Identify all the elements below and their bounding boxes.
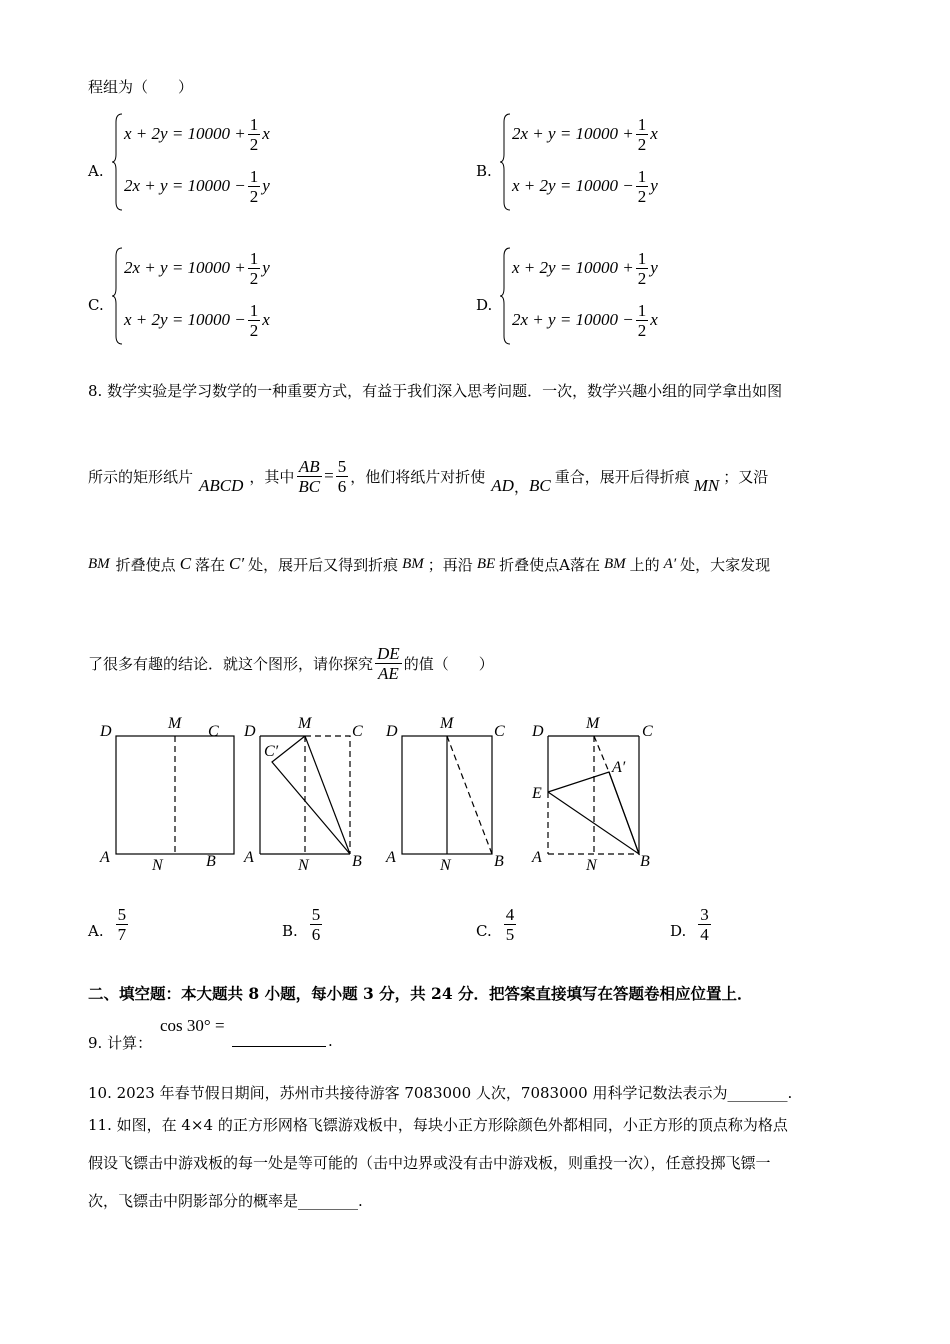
q11-line1: 11. 如图，在 4×4 的正方形网格飞镖游戏板中，每块小正方形除颜色外都相同，小正方形的顶点称为格点 <box>88 1116 788 1134</box>
svg-text:C: C <box>494 723 505 740</box>
q8-option-b: B. $\frac{5}{6}$ <box>282 905 321 944</box>
svg-text:M: M <box>440 715 454 732</box>
figure-4 <box>531 715 653 874</box>
q7-option-c-system <box>112 246 352 346</box>
svg-text:C: C <box>642 723 653 740</box>
label-c-prime: C′ <box>264 743 279 760</box>
svg-text:M: M <box>586 715 600 732</box>
svg-text:N: N <box>586 857 597 874</box>
q7-option-a-eq1: x + 2y = 10000 + $\frac{1}{2}$ x <box>124 114 270 154</box>
section-2-title: 二、填空题：本大题共 8 小题，每小题 3 分，共 24 分．把答案直接填写在答题卷相应位置上． <box>88 984 753 1003</box>
svg-text:C: C <box>352 723 363 740</box>
q8-option-c: C. $\frac{4}{5}$ <box>476 905 515 944</box>
label-m: M <box>168 715 182 732</box>
svg-text:M: M <box>298 715 312 732</box>
svg-text:D: D <box>386 723 398 740</box>
label-c: C <box>208 723 219 740</box>
q11-line3: 次，飞镖击中阴影部分的概率是________. <box>88 1192 363 1210</box>
q7-option-a-eq2: 2x + y = 10000 − $\frac{1}{2}$ y <box>124 166 270 206</box>
svg-text:B: B <box>494 853 504 870</box>
figure-3 <box>385 715 505 874</box>
q8-line4: 了很多有趣的结论．就这个图形，请你探究 $\frac{DE}{AE}$ 的值（ ） <box>88 643 494 683</box>
q7-option-d-label: D. <box>476 296 493 314</box>
q7-option-c-label: C. <box>88 296 104 314</box>
q7-option-a-label: A. <box>88 162 104 180</box>
q7-option-a-system <box>112 112 352 212</box>
svg-text:N: N <box>440 857 451 874</box>
label-n: N <box>152 857 163 874</box>
svg-text:D: D <box>532 723 544 740</box>
q7-option-b-label: B. <box>476 162 492 180</box>
q8-line2: 所示的矩形纸片 ABCD ，其中 $\frac{AB}{BC}$ = $\frac{5}{6}$ ，他们将纸片对折使 AD ， BC 重合，展开后得折痕 MN ；又沿 <box>88 456 769 496</box>
q7-option-d-eq2: 2x + y = 10000 − $\frac{1}{2}$ x <box>512 300 658 340</box>
q11-line2: 假设飞镖击中游戏板的每一处是等可能的（击中边界或没有击中游戏板，则重投一次），任意投掷飞镖一 <box>88 1154 771 1172</box>
q9-answer-blank[interactable] <box>232 1030 326 1047</box>
label-a: A <box>100 849 110 866</box>
folded-triangle <box>272 736 350 854</box>
figure-2 <box>243 715 363 874</box>
svg-text:A: A <box>244 849 254 866</box>
q7-option-c-eq2: x + 2y = 10000 − $\frac{1}{2}$ x <box>124 300 270 340</box>
q10: 10. 2023 年春节假日期间，苏州市共接待游客 7083000 人次，7083000 用科学记数法表示为________. <box>88 1084 793 1102</box>
svg-text:B: B <box>352 853 362 870</box>
q7-option-b-eq2: x + 2y = 10000 − $\frac{1}{2}$ y <box>512 166 658 206</box>
brace-icon <box>112 112 124 212</box>
label-d: D <box>100 723 112 740</box>
q8-option-d: D. $\frac{3}{4}$ <box>670 905 709 944</box>
q7-option-c-eq1: 2x + y = 10000 + $\frac{1}{2}$ y <box>124 248 270 288</box>
q7-option-d-system <box>500 246 740 346</box>
brace-icon <box>500 112 512 212</box>
label-e: E <box>532 785 542 802</box>
label-b: B <box>206 853 216 870</box>
q8-line1: 8. 数学实验是学习数学的一种重要方式，有益于我们深入思考问题．一次，数学兴趣小组的同学拿出如图 <box>88 382 783 400</box>
q7-option-b-eq1: 2x + y = 10000 + $\frac{1}{2}$ x <box>512 114 658 154</box>
svg-text:N: N <box>298 857 309 874</box>
q8-figures <box>96 712 676 880</box>
brace-icon <box>500 246 512 346</box>
q8-option-a: A. $\frac{5}{7}$ <box>88 905 127 944</box>
svg-text:A: A <box>532 849 542 866</box>
svg-text:A: A <box>386 849 396 866</box>
q8-line3: BM 折叠使点 C 落在 C′ 处，展开后又得到折痕 BM ；再沿 BE 折叠使点A落在 BM 上的 A′ 处，大家发现 <box>88 554 771 574</box>
crease-bm <box>305 736 350 854</box>
svg-text:D: D <box>244 723 256 740</box>
q7-stem-tail: 程组为（ ） <box>88 78 194 96</box>
figure-1 <box>99 715 234 874</box>
brace-icon <box>112 246 124 346</box>
svg-text:B: B <box>640 853 650 870</box>
q7-option-d-eq1: x + 2y = 10000 + $\frac{1}{2}$ y <box>512 248 658 288</box>
label-a-prime: A′ <box>612 759 626 776</box>
q7-option-b-system <box>500 112 740 212</box>
